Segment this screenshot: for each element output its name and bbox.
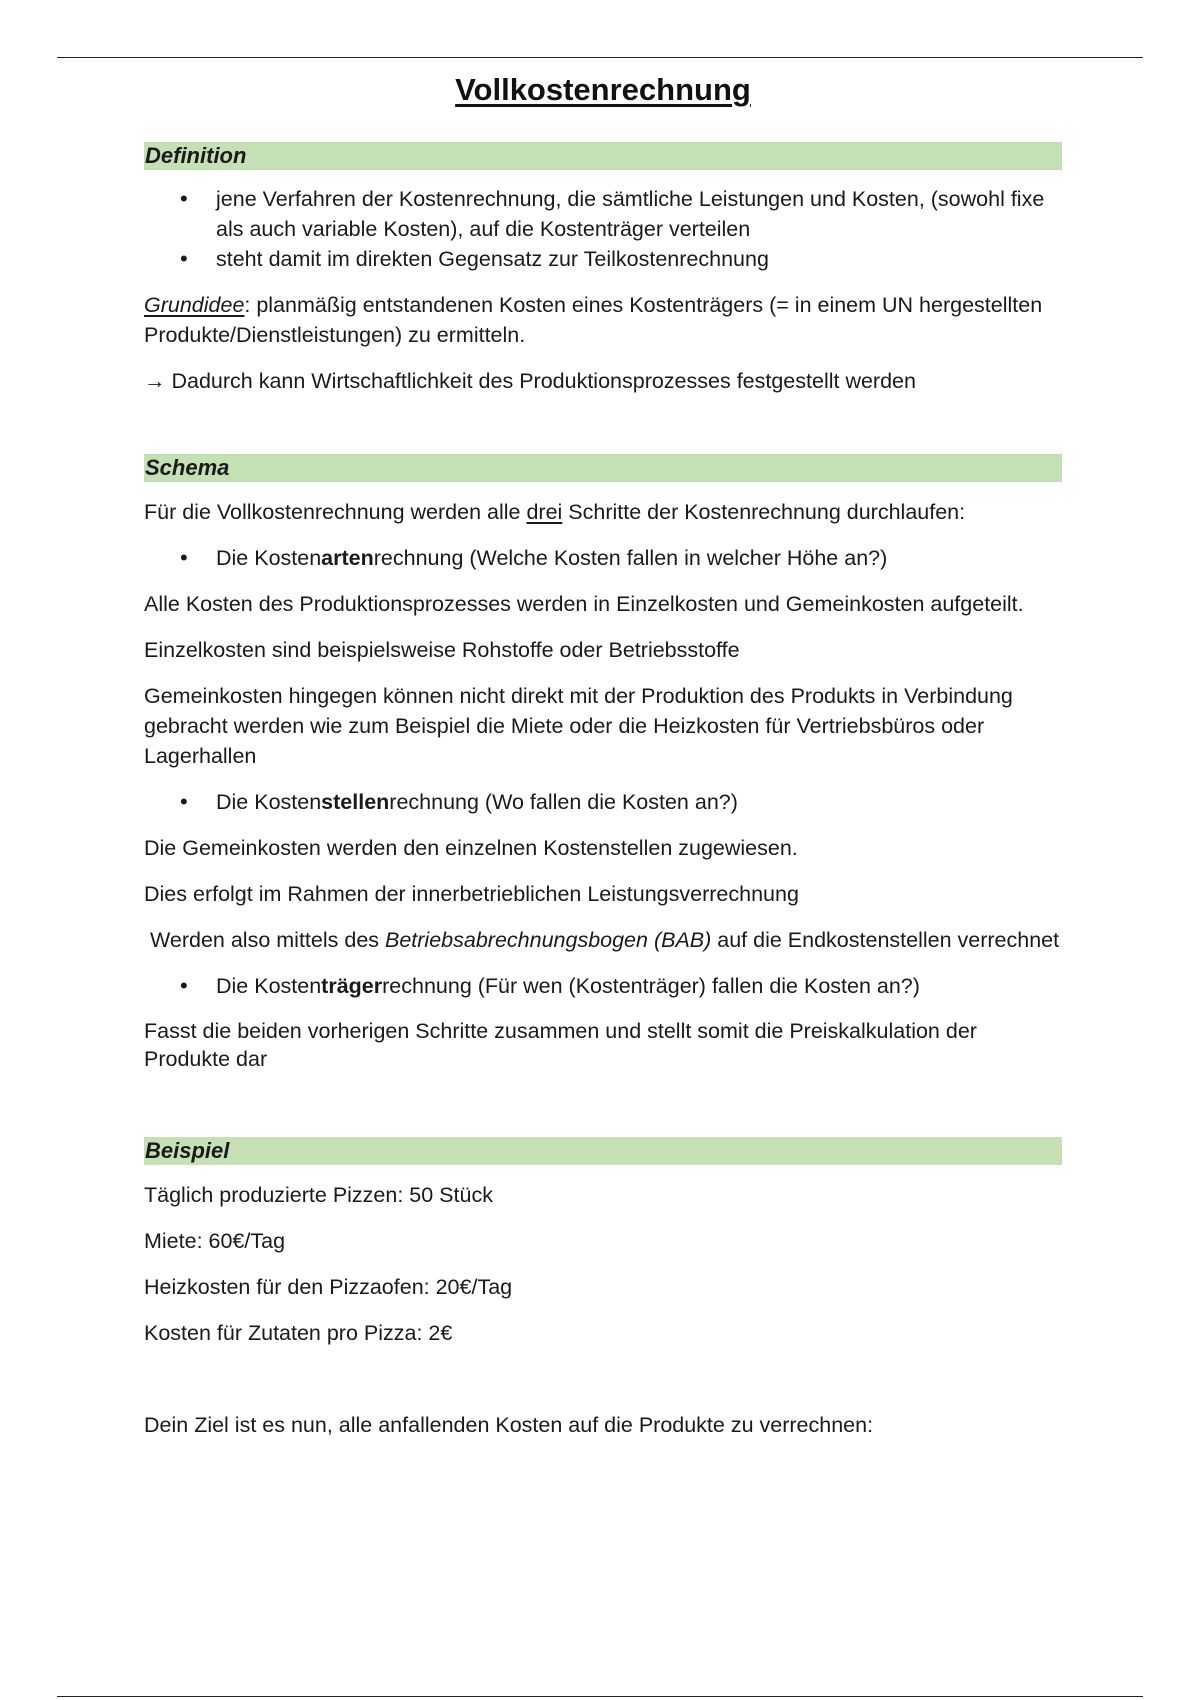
beispiel-line: Miete: 60€/Tag: [144, 1229, 286, 1253]
schema-heading: Schema: [144, 454, 1062, 482]
bottom-rule: [57, 1696, 1143, 1697]
grundidee-text: : planmäßig entstandenen Kosten eines Kostenträgers (= in einem UN hergestellten Produkte/Dienstleistungen) zu ermitteln.: [144, 293, 1043, 347]
schema-step-list-3: [144, 971, 1062, 1001]
definition-bullet: • jene Verfahren der Kostenrechnung, die sämtliche Leistungen und Kosten, (sowohl fixe als auch variable Kosten), auf die Kostenträger verteilen: [216, 184, 1062, 244]
schema-step-kostentraeger: [216, 971, 1062, 1001]
definition-heading: Definition: [144, 142, 1062, 170]
step-text-end: rechnung (Für wen (Kostenträger) fallen die Kosten an?): [382, 974, 920, 998]
grundidee-label: Grundidee: [144, 293, 245, 317]
definition-bullet: • steht damit im direkten Gegensatz zur Teilkostenrechnung: [216, 244, 1062, 274]
document-page: [144, 62, 1062, 1440]
definition-bullet-list: [144, 184, 1062, 274]
step-text: Die Kosten: [216, 974, 322, 998]
schema-step-list-1: [144, 543, 1062, 573]
beispiel-line: Kosten für Zutaten pro Pizza: 2€: [144, 1321, 453, 1345]
step-bold: träger: [321, 974, 383, 998]
step-text-end: rechnung (Welche Kosten fallen in welcher Höhe an?): [373, 546, 888, 570]
step-text: Die Kosten: [216, 546, 322, 570]
definition-conclusion: → Dadurch kann Wirtschaftlichkeit des Produktionsprozesses festgestellt werden: [144, 369, 916, 393]
schema-paragraph: Einzelkosten sind beispielsweise Rohstoffe oder Betriebsstoffe: [144, 638, 740, 662]
page-title: Vollkostenrechnung: [455, 72, 751, 107]
schema-step-list-2: [144, 787, 1062, 817]
bab-text-end: auf die Endkostenstellen verrechnet: [711, 928, 1060, 952]
schema-step-kostenstellen: [216, 787, 1062, 817]
schema-intro-text-end: Schritte der Kostenrechnung durchlaufen:: [562, 500, 966, 524]
beispiel-line: Täglich produzierte Pizzen: 50 Stück: [144, 1183, 493, 1207]
schema-paragraph: Gemeinkosten hingegen können nicht direkt mit der Produktion des Produkts in Verbindung gebracht werden wie zum Beispiel die Miete oder die Heizkosten für Vertriebsbüros oder Lagerhallen: [144, 684, 1013, 768]
top-rule: [57, 57, 1143, 58]
schema-step-kostenarten: [216, 543, 1062, 573]
schema-intro: [144, 497, 1062, 527]
grundidee-paragraph: [144, 290, 1062, 350]
beispiel-goal: Dein Ziel ist es nun, alle anfallenden Kosten auf die Produkte zu verrechnen:: [144, 1413, 874, 1437]
step-bold: stellen: [321, 790, 390, 814]
beispiel-heading: Beispiel: [144, 1137, 1062, 1165]
step-text: Die Kosten: [216, 790, 322, 814]
schema-paragraph: Dies erfolgt im Rahmen der innerbetrieblichen Leistungsverrechnung: [144, 882, 799, 906]
step-bold: arten: [321, 546, 374, 570]
schema-paragraph: Fasst die beiden vorherigen Schritte zusammen und stellt somit die Preiskalkulation der Produkte dar: [144, 1019, 977, 1071]
schema-paragraph: Alle Kosten des Produktionsprozesses werden in Einzelkosten und Gemeinkosten aufgeteilt.: [144, 592, 1024, 616]
beispiel-line: Heizkosten für den Pizzaofen: 20€/Tag: [144, 1275, 513, 1299]
step-text-end: rechnung (Wo fallen die Kosten an?): [389, 790, 738, 814]
schema-intro-underlined: drei: [526, 500, 563, 524]
bab-text: Werden also mittels des: [144, 928, 385, 952]
bab-paragraph: [144, 925, 1062, 955]
bab-italic: Betriebsabrechnungsbogen (BAB): [385, 928, 712, 952]
schema-paragraph: Die Gemeinkosten werden den einzelnen Kostenstellen zugewiesen.: [144, 836, 798, 860]
schema-intro-text: Für die Vollkostenrechnung werden alle: [144, 500, 527, 524]
